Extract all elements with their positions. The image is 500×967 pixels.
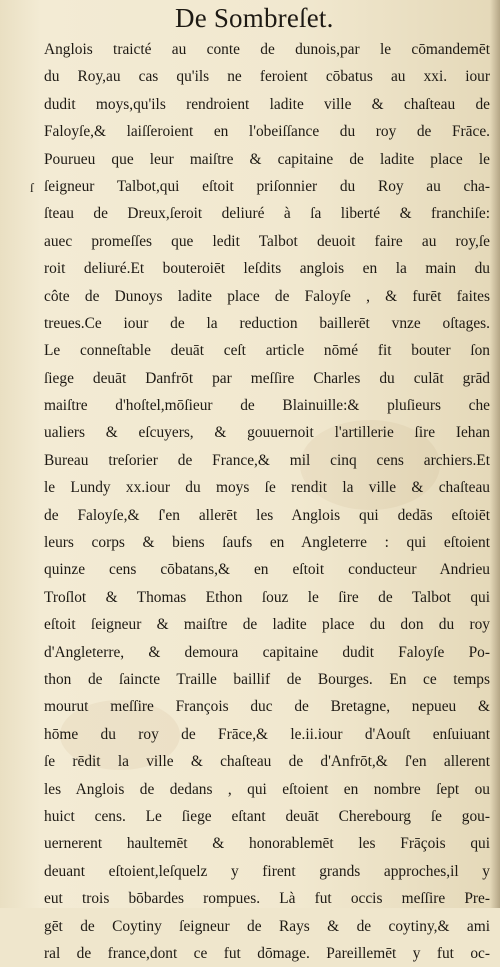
body-text — [44, 36, 490, 967]
marginal-mark: ſ — [30, 180, 34, 195]
text-line: mourut meſſire François duc de Bretagne, nepueu & — [44, 698, 490, 716]
text-line: auec promeſſes que ledit Talbot deuoit faire au roy,ſe — [44, 232, 490, 250]
text-line: ualiers & eſcuyers, & gouuernoit l'artillerie ſire Iehan — [44, 424, 490, 442]
text-line: de Faloyſe,& ſ'en allerēt les Anglois qui dedās eſtoiēt — [44, 506, 490, 524]
text-line: leurs corps & biens ſaufs en Angleterre : qui eſtoient — [44, 534, 490, 552]
text-line: ſe rēdit la ville & chaſteau de d'Anfrōt,& ſ'en allerent — [44, 753, 490, 771]
text-line: thon de ſaincte Traille baillif de Bourges. En ce temps — [44, 670, 490, 688]
text-line: Le conneſtable deuāt ceſt article nōmé fit bouter ſon — [44, 342, 490, 360]
text-line: roit deliuré.Et bouteroiēt leſdits anglois en la main du — [44, 260, 490, 278]
text-line: treues.Ce iour de la reduction baillerēt vnze oſtages. — [44, 314, 490, 332]
text-line: du Roy,au cas qu'ils ne feroient cōbatus au xxi. iour — [44, 68, 490, 86]
text-line: eut trois bōbardes rompues. Là fut occis meſſire Pre- — [44, 890, 490, 908]
text-line: Pourueu que leur maiſtre & capitaine de ladite place le — [44, 150, 490, 168]
text-line: le Lundy xx.iour du moys ſe rendit la ville & chaſteau — [44, 479, 490, 497]
text-line: Faloyſe,& laiſſeroient en l'obeiſſance du roy de Frāce. — [44, 123, 490, 141]
text-line: ral de france,dont ce fut dōmage. Pareillemēt y fut oc- — [44, 944, 490, 962]
text-line: quinze cens cōbatans,& en eſtoit conducteur Andrieu — [44, 561, 490, 579]
page-edge-shadow — [490, 0, 500, 908]
text-line: Anglois traicté au conte de dunois,par le cōmandemēt — [44, 41, 490, 58]
text-line: hōme du roy de Frāce,& le.ii.iour d'Aouſt enſuiuant — [44, 725, 490, 743]
text-line: Bureau treſorier de France,& mil cinq cens archiers.Et — [44, 451, 490, 469]
text-line: les Anglois de dedans , qui eſtoient en nombre ſept ou — [44, 780, 490, 798]
text-line: gēt de Coytiny ſeigneur de Rays & de coytiny,& ami — [44, 917, 490, 935]
text-line: eſtoit ſeigneur & maiſtre de ladite place du don du roy — [44, 616, 490, 634]
text-line: d'Angleterre, & demoura capitaine dudit Faloyſe Po- — [44, 643, 490, 661]
text-line: Troſlot & Thomas Ethon ſouz le ſire de Talbot qui — [44, 588, 490, 606]
text-line: côte de Dunoys ladite place de Faloyſe , & furēt faites — [44, 287, 490, 305]
text-line: ſiege deuāt Danfrōt par meſſire Charles du culāt grād — [44, 369, 490, 387]
text-line: ſteau de Dreux,ſeroit deliuré à ſa liberté & franchiſe: — [44, 205, 490, 223]
text-line: dudit moys,qu'ils rendroient ladite ville & chaſteau de — [44, 95, 490, 113]
text-line: uernerent haultemēt & honorablemēt les Frāçois qui — [44, 835, 490, 853]
text-line: deuant eſtoient,leſquelz y firent grands approches,il y — [44, 862, 490, 880]
text-line: huict cens. Le ſiege eſtant deuāt Cherebourg ſe gou- — [44, 807, 490, 825]
text-line: ſeigneur Talbot,qui eſtoit priſonnier du Roy au cha- — [44, 177, 490, 195]
text-line: maiſtre d'hoſtel,mōſieur de Blainuille:& pluſieurs che — [44, 397, 490, 415]
running-head: De Sombreſet. — [175, 3, 334, 33]
